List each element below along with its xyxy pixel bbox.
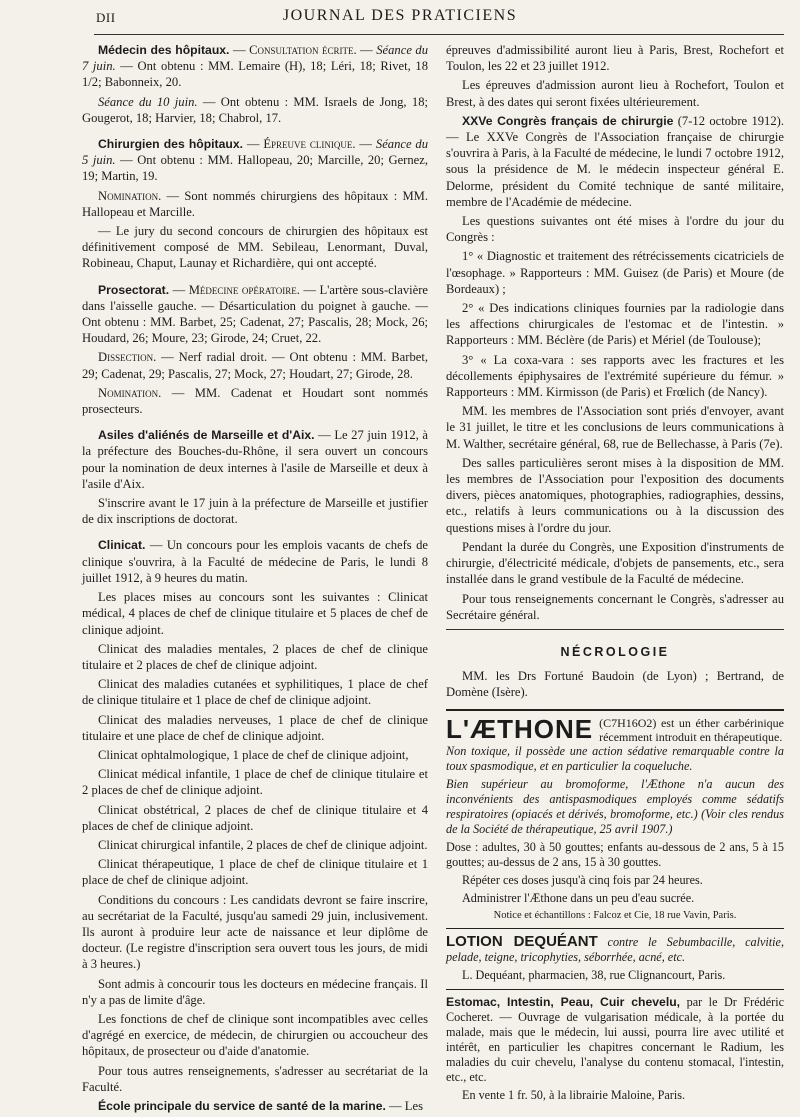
left-column: [82, 42, 428, 1117]
place-item: Clinicat des maladies cutanées et syphilitiques, 1 place de chef de clinique titulaire et 1 place de chef de clinique adjoint.: [82, 677, 428, 708]
exposition-paragraph: Pendant la durée du Congrès, une Exposition d'instruments de chirurgie, d'électricité médicale, d'objets de pansements, etc., sera installée dans le grand vestibule de la Faculté de médecine.: [446, 539, 784, 587]
aethone-notice: Notice et échantillons : Falcoz et Cie, 18 rue Vavin, Paris.: [493, 909, 737, 921]
right-column: [446, 42, 784, 1106]
necrologie-title: NÉCROLOGIE: [560, 644, 670, 659]
section-heading: Chirurgien des hôpitaux.: [98, 137, 243, 152]
admis-paragraph: Sont admis à concourir tous les docteurs en médecine français. Il n'y a pas de limite d'âge.: [82, 976, 428, 1007]
section-heading: Clinicat.: [98, 538, 146, 553]
congres-heading: XXVe Congrès français de chirurgie (7-12 octobre 1912). — Le XXVe Congrès de l'Association française de chirurgie s'ouvrira à Paris, à la Faculté de médecine, le lundi 7 octobre 1912, sous la présidence de M. le médecin inspecteur général E. Delorme, président du Comité technique de santé militaire, membre de l'Académie de médecine.: [446, 113, 784, 209]
prosectorat-nomination: Nomination. — MM. Cadenat et Houdart sont nommés prosecteurs.: [82, 385, 429, 417]
lotion-title: LOTION DEQUÉANT: [446, 932, 598, 950]
place-item: Clinicat ophtalmologique, 1 place de chef de clinique adjoint,: [98, 747, 409, 762]
congres-renseignements: Pour tous renseignements concernant le Congrès, s'adresser au Secrétaire général.: [446, 591, 784, 622]
fonctions-paragraph: Les fonctions de chef de clinique sont incompatibles avec celles d'agrégé en exercice, de médecin, de chirurgien ou accoucheur des hôpitaux, de prosecteur ou d'aide d'anatomie.: [82, 1011, 428, 1059]
chirurgien-nomination: Nomination. — Sont nommés chirurgiens des hôpitaux : MM. Hallopeau et Marcille.: [82, 188, 428, 219]
estomac-text: par le Dr Frédéric Cocheret. — Ouvrage de vulgarisation médicale, à la portée du malade, mais que le médecin, lui aussi, pourra lire avec utilité et intérêt, en particulier les chapitres concernant le Radium, les maladies du cuir chevelu, l'analyse du contenu stomacal, l'intestin, etc., etc.: [446, 994, 785, 1084]
prosectorat-section: Prosectorat. — Médecine opératoire. — L'artère sous-clavière dans l'aisselle gauche. — Désarticulation du poignet à gauche. — Ont obtenu : MM. Barbet, 25; Cadenat, 27; Pascalis, 28; Mock, 26; Houdard, 26; Moure, 23; Girode, 24; Cruet, 22.: [82, 282, 428, 346]
medecin-section: Médecin des hôpitaux. — Consultation écrite. — Séance du 7 juin. — Ont obtenu : MM. Lemaire (H), 18; Léri, 18; Rivet, 18 1/2; Babonneix, 20.: [82, 43, 429, 90]
section-heading: XXVe Congrès français de chirurgie: [462, 113, 674, 128]
asiles-inscription: S'inscrire avant le 17 juin à la préfecture de Marseille et justifier de dix inscriptions de doctorat.: [82, 496, 428, 527]
place-item: Clinicat obstétrical, 2 places de chef de clinique titulaire et 4 places de chef de clinique adjoint.: [82, 802, 428, 833]
conditions-paragraph: Conditions du concours : Les candidats devront se faire inscrire, au secrétariat de la Faculté, jusqu'au samedi 29 juin, inclusivement. Ils auront à produire leur acte de naissance et leur diplôme de docteur. (Le registre d'inscription sera ouvert tous les jours, de midi à 3 heures.): [82, 892, 428, 972]
aethone-formula: (C7H16O2): [599, 715, 657, 730]
aethone-line-2: Bien supérieur au bromoforme, l'Æthone n'a aucun des inconvénients des antispasmodiques employés comme sédatifs respiratoires (opiacés et dérivés, bromoforme, etc.) (Voir cles rendus de la Société de thérapeutique, 25 avril 1907.): [446, 776, 784, 836]
page-header: [0, 6, 800, 30]
place-item: Clinicat thérapeutique, 1 place de chef de clinique titulaire et 1 place de chef de clinique adjoint.: [82, 857, 428, 888]
aethone-advertisement: [446, 709, 784, 929]
aethone-subtitle: est un éther carbérinique récemment introduit en thérapeutique.: [599, 715, 784, 744]
section-heading: Prosectorat.: [98, 282, 170, 297]
ecole-continuation: épreuves d'admissibilité auront lieu à Paris, Brest, Rochefort et Toulon, les 22 et 23 juillet 1912.: [446, 43, 784, 74]
ecole-admission: Les épreuves d'admission auront lieu à Rochefort, Toulon et Brest, à des dates qui seront fixées ultérieurement.: [446, 78, 784, 109]
place-item: Clinicat chirurgical infantile, 2 places de chef de clinique adjoint.: [98, 837, 428, 852]
lotion-text: contre le Sebumbacille, calvitie, pelade, teigne, tricophyties, séborrhée, acné, etc.: [446, 934, 785, 964]
necrologie-rule: [446, 629, 784, 630]
renseignements-paragraph: Pour tous autres renseignements, s'adresser au secrétariat de la Faculté.: [82, 1063, 428, 1094]
header-rule: [94, 34, 784, 35]
estomac-advertisement: [446, 990, 784, 1103]
lotion-advertisement: [446, 929, 784, 990]
section-heading: Médecin des hôpitaux.: [98, 43, 230, 57]
salles-paragraph: Des salles particulières seront mises à la disposition de MM. les membres de l'Association pour l'exposition des documents divers, pièces anatomiques, photographies, radiographies, dessins, etc., relatifs à leurs communications ou à la discussion des questions mises à l'ordre du jour.: [446, 455, 784, 535]
question-item: 2° « Des indications cliniques fournies par la radiologie dans les affections chirurgicales de l'estomac et de l'intestin. » Rapporteurs : MM. Béclère (de Paris) et Mériel (de Toulouse);: [446, 301, 784, 348]
necrologie-text: MM. les Drs Fortuné Baudoin (de Lyon) ; Bertrand, de Domène (Isère).: [446, 669, 784, 700]
aethone-repeter: Répéter ces doses jusqu'à cinq fois par 24 heures.: [462, 872, 703, 887]
asiles-section: Asiles d'aliénés de Marseille et d'Aix. — Le 27 juin 1912, à la préfecture des Bouches-du-Rhône, il sera ouvert un concours pour la nomination de deux internes à l'asile de Marseille et deux à l'asile d'Aix.: [82, 428, 428, 491]
medecin-section-2: Séance du 10 juin. — Ont obtenu : MM. Israels de Jong, 18; Gougerot, 18; Harvier, 18; Chabrol, 17.: [82, 94, 428, 125]
aethone-logo: L'ÆTHONE: [446, 713, 594, 744]
chirurgien-section: Chirurgien des hôpitaux. — Épreuve clinique. — Séance du 5 juin. — Ont obtenu : MM. Hallopeau, 20; Marcille, 20; Gernez, 19; Martin, 19.: [82, 137, 429, 184]
dissection-paragraph: Dissection. — Nerf radial droit. — Ont obtenu : MM. Barbet, 29; Cadenat, 29; Pascalis, 27; Mock, 27; Houdart, 27; Girode, 28.: [82, 350, 428, 381]
lotion-address: L. Dequéant, pharmacien, 38, rue Clignancourt, Paris.: [462, 967, 726, 982]
question-item: 1° « Diagnostic et traitement des rétrécissements cicatriciels de l'œsophage. » Rapporteurs : MM. Guisez (de Paris) et Moure (de Bordeaux) ;: [446, 249, 784, 296]
place-item: Clinicat des maladies nerveuses, 1 place de chef de clinique titulaire et une place de chef de clinique adjoint.: [82, 712, 428, 743]
section-heading: École principale du service de santé de la marine.: [98, 1098, 386, 1113]
places-intro: Les places mises au concours sont les suivantes : Clinicat médical, 4 places de chef de clinique titulaire et 5 places de chef de clinique adjoint.: [82, 590, 428, 637]
questions-intro: Les questions suivantes ont été mises à l'ordre du jour du Congrès :: [446, 214, 784, 245]
aethone-dose: Dose : adultes, 30 à 50 gouttes; enfants au-dessous de 2 ans, 5 à 15 gouttes; au-dessus de 2 ans, 15 à 30 gouttes.: [446, 839, 784, 869]
estomac-heading: Estomac, Intestin, Peau, Cuir chevelu,: [446, 994, 681, 1009]
aethone-administrer: Administrer l'Æthone dans un peu d'eau sucrée.: [462, 890, 695, 905]
place-item: Clinicat des maladies mentales, 2 places de chef de clinique titulaire et 2 places de chef de clinique adjoint.: [82, 641, 428, 672]
section-heading: Asiles d'aliénés de Marseille et d'Aix.: [98, 428, 315, 443]
aethone-line-1: Non toxique, il possède une action sédative remarquable contre la toux spasmodique, et en particulier la coqueluche.: [446, 743, 784, 773]
chirurgien-jury: — Le jury du second concours de chirurgien des hôpitaux est définitivement composé de MM. Sebileau, Lenormant, Duval, Robineau, Chaput, Launay et Richardière, qui ont accepté.: [82, 224, 428, 271]
question-item: 3° « La coxa-vara : ses rapports avec les fractures et les décollements épiphysaires de l'extrémité supérieure du fémur. » Rapporteurs : MM. Kirmisson (de Paris) et Frœlich (de Nancy).: [446, 352, 784, 400]
journal-title: JOURNAL DES PRATICIENS: [282, 7, 518, 24]
page-number: DII: [96, 10, 116, 25]
place-item: Clinicat médical infantile, 1 place de chef de clinique titulaire et 2 places de chef de clinique adjoint.: [82, 767, 428, 798]
estomac-vente: En vente 1 fr. 50, à la librairie Maloine, Paris.: [462, 1087, 686, 1102]
clinicat-section: Clinicat. — Un concours pour les emplois vacants de chefs de clinique s'ouvrira, à la Faculté de médecine de Paris, le lundi 8 juillet 1912, à 9 heures du matin.: [82, 538, 429, 585]
ecole-section: École principale du service de santé de la marine. — Les: [98, 1098, 423, 1113]
membres-paragraph: MM. les membres de l'Association sont priés d'envoyer, avant le 31 juillet, le titre et les conclusions de leurs communications à M. Walther, secrétaire général, 68, rue de Bellechasse, à Paris (7e).: [446, 404, 784, 451]
